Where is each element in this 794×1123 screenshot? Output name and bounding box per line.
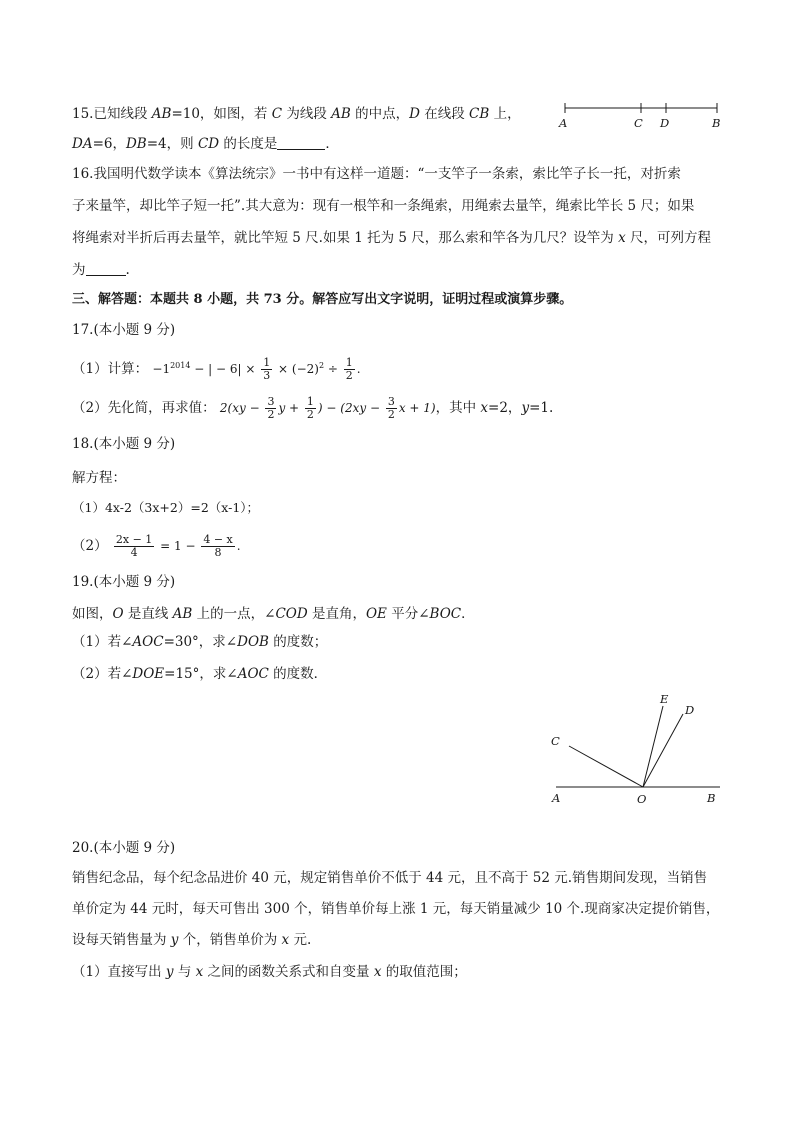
- text: DA: [72, 136, 93, 152]
- q16-line4: [72, 260, 130, 280]
- text: 2: [387, 408, 395, 421]
- text: （1）若∠: [72, 634, 133, 650]
- fraction: [305, 396, 316, 421]
- text: 上的一点，∠: [192, 606, 276, 622]
- text: （1）计算：: [72, 361, 149, 377]
- q19-intro: [72, 604, 475, 624]
- text: AOC: [132, 634, 164, 650]
- text: 之间的函数关系式和自变量: [203, 964, 374, 980]
- label-b: B: [712, 116, 721, 130]
- text: DB: [125, 136, 147, 152]
- text: 3: [263, 369, 271, 382]
- text: （2）: [72, 538, 108, 554]
- q18-title: 18.(本小题 9 分): [72, 436, 176, 452]
- fraction: [261, 357, 272, 382]
- text: 2014: [170, 361, 191, 370]
- text: − | − 6| ×: [190, 362, 260, 376]
- ray-oe: [643, 706, 663, 787]
- text: 是直线: [123, 606, 173, 622]
- text: D: [409, 106, 420, 122]
- q18-intro: 解方程：: [72, 470, 126, 486]
- text: ．: [461, 606, 475, 622]
- text: x: [195, 964, 204, 980]
- text: 如图，: [72, 606, 113, 622]
- q20-line2: 单价定为 44 元时，每天可售出 300 个，销售单价每上涨 1 元，每天销量减少 10 个.现商家决定提价销售，: [72, 901, 720, 917]
- text: 设每天销售量为: [72, 932, 171, 948]
- text: =2，: [488, 400, 522, 416]
- text: y: [165, 964, 174, 980]
- q18-part2: [72, 534, 241, 559]
- text: y: [170, 932, 179, 948]
- label-a: A: [552, 791, 561, 805]
- text: = 1 −: [156, 539, 200, 553]
- section-heading: 三、解答题：本题共 8 小题，共 73 分。解答应写出文字说明，证明过程或演算步骤。: [72, 292, 573, 307]
- text: 的度数．: [268, 666, 328, 682]
- text: 为线段: [282, 106, 332, 122]
- q19-title: 19.(本小题 9 分): [72, 574, 176, 590]
- q18-part1: （1）4x-2（3x+2）=2（x-1）；: [72, 500, 260, 515]
- q16-line3: [72, 228, 711, 248]
- text: C: [271, 106, 283, 122]
- text: DOB: [237, 634, 269, 650]
- text: =10，如图，若: [171, 106, 272, 122]
- q16-line2: 子来量竿，却比竿子短一托”.其大意为：现有一根竿和一条绳索，用绳索去量竿，绳索比竿长 5 尺；如果: [72, 198, 695, 214]
- text: 2: [345, 369, 353, 382]
- fraction: [386, 396, 397, 421]
- text: =30°，求∠: [163, 634, 238, 650]
- text: 2: [318, 361, 325, 370]
- text: （2）先化简，再求值：: [72, 400, 216, 416]
- text: AOC: [237, 666, 269, 682]
- text: ，其中: [435, 400, 481, 416]
- text: ÷: [324, 362, 342, 376]
- label-o: O: [637, 792, 647, 806]
- q17-part2: [72, 396, 553, 421]
- answer-blank[interactable]: [277, 135, 325, 150]
- fraction: [201, 534, 234, 559]
- text: 是直角，: [307, 606, 366, 622]
- text: =6，: [92, 136, 126, 152]
- fraction: [265, 396, 276, 421]
- label-e: E: [660, 692, 669, 706]
- math-expression: [219, 395, 436, 421]
- text: .: [125, 262, 130, 278]
- text: 的长度是: [219, 136, 278, 152]
- text: =1.: [529, 400, 554, 416]
- text: 2(xy −: [219, 401, 264, 415]
- text: 个，销售单价为: [178, 932, 282, 948]
- text: 平分∠: [386, 606, 430, 622]
- text: AB: [331, 106, 351, 122]
- q20-part1: [72, 962, 467, 982]
- text: ) − (2xy −: [317, 401, 384, 415]
- text: CB: [469, 106, 490, 122]
- q15-line1: [72, 104, 521, 124]
- text: BOC: [429, 606, 462, 622]
- math-expression: [112, 533, 241, 559]
- text: 尺，可列方程: [625, 230, 712, 246]
- text: 8: [214, 546, 222, 559]
- text: .: [236, 539, 241, 553]
- text: 3: [267, 395, 275, 408]
- text: 将绳索对半折后再去量竿，就比竿短 5 尺.如果 1 托为 5 尺，那么索和竿各为几尺？设竿为: [72, 230, 619, 246]
- text: CD: [197, 136, 220, 152]
- text: −1: [152, 362, 171, 376]
- text: AB: [172, 606, 193, 622]
- q20-line3: [72, 930, 311, 950]
- math-expression: [152, 356, 361, 382]
- text: .: [356, 362, 361, 376]
- ray-oc: [569, 746, 643, 787]
- text: OE: [365, 606, 387, 622]
- fraction: [114, 534, 154, 559]
- text: y: [521, 400, 530, 416]
- q20-line1: 销售纪念品，每个纪念品进价 40 元，规定销售单价不低于 44 元，且不高于 52 元.销售期间发现，当销售: [72, 870, 708, 886]
- text: （2）若∠: [72, 666, 133, 682]
- text: AB: [151, 106, 172, 122]
- text: x + 1): [398, 401, 436, 415]
- text: 2: [306, 408, 314, 421]
- text: x: [480, 400, 489, 416]
- q15-line2: [72, 134, 339, 154]
- label-a: A: [559, 116, 568, 130]
- label-b: B: [707, 791, 716, 805]
- fraction: [344, 357, 355, 382]
- q16-line1: 16.我国明代数学读本《算法统宗》一书中有这样一道题：“一支竿子一条索，索比竿子长一托，对折索: [72, 166, 681, 182]
- label-c: C: [551, 734, 560, 748]
- text: 4: [130, 546, 138, 559]
- text: y +: [278, 401, 303, 415]
- text: × (−2): [274, 362, 319, 376]
- text: DOE: [132, 666, 165, 682]
- label-c: C: [634, 116, 643, 130]
- text: x: [281, 932, 290, 948]
- text: 3: [387, 395, 395, 408]
- q19-part1: [72, 632, 327, 652]
- label-d: D: [685, 703, 695, 717]
- ray-od: [643, 714, 683, 787]
- text: 为: [72, 262, 86, 278]
- text: 的度数；: [268, 634, 328, 650]
- text: 元.: [289, 932, 312, 948]
- text: （1）直接写出: [72, 964, 166, 980]
- text: 的取值范围；: [381, 964, 467, 980]
- text: x: [618, 230, 626, 246]
- text: 15.已知线段: [72, 106, 152, 122]
- q19-part2: [72, 664, 327, 684]
- text: x: [373, 964, 382, 980]
- answer-blank[interactable]: [86, 261, 126, 276]
- label-d: D: [660, 116, 670, 130]
- text: COD: [275, 606, 308, 622]
- text: 与: [173, 964, 196, 980]
- text: 1: [263, 356, 271, 369]
- text: 4 − x: [203, 533, 233, 546]
- q17-part1: [72, 356, 361, 382]
- text: 2: [267, 408, 275, 421]
- text: 上，: [489, 106, 521, 122]
- text: 1: [306, 395, 314, 408]
- text: =15°，求∠: [164, 666, 238, 682]
- text: 2x − 1: [115, 533, 153, 546]
- text: O: [112, 606, 124, 622]
- q20-title: 20.(本小题 9 分): [72, 840, 176, 856]
- text: 在线段: [419, 106, 470, 122]
- text: =4，则: [146, 136, 198, 152]
- text: 1: [345, 356, 353, 369]
- text: ．: [325, 136, 339, 152]
- q15-segment-figure: [556, 98, 726, 134]
- q17-title: 17.(本小题 9 分): [72, 322, 176, 338]
- q19-angle-figure: [540, 686, 730, 810]
- text: 的中点，: [350, 106, 410, 122]
